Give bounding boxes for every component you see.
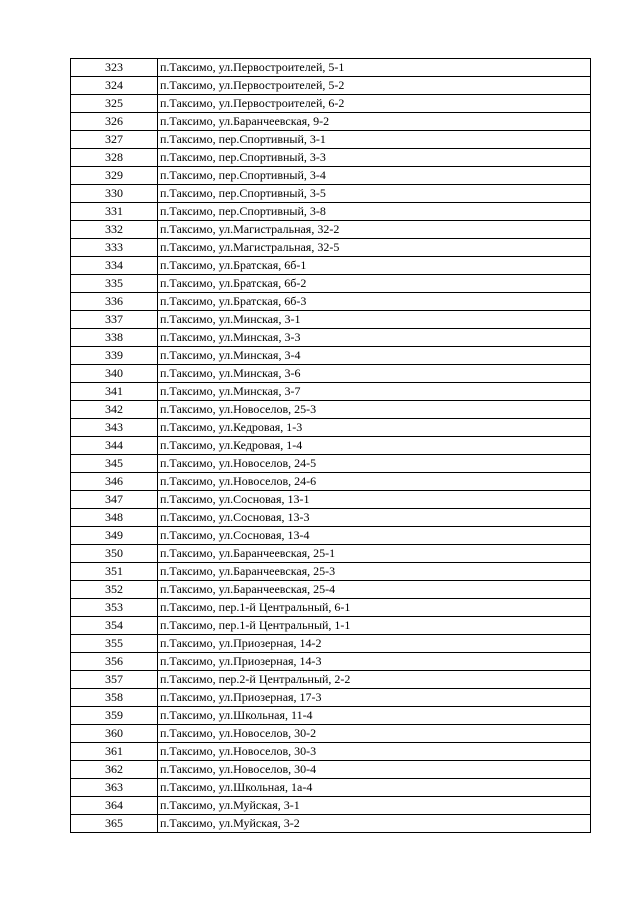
row-number-cell: 343 bbox=[71, 419, 158, 437]
row-number-cell: 327 bbox=[71, 131, 158, 149]
address-cell: п.Таксимо, ул.Магистральная, 32-2 bbox=[158, 221, 591, 239]
row-number-cell: 332 bbox=[71, 221, 158, 239]
row-number-cell: 361 bbox=[71, 743, 158, 761]
address-cell: п.Таксимо, ул.Сосновая, 13-4 bbox=[158, 527, 591, 545]
table-row bbox=[71, 311, 591, 329]
address-cell: п.Таксимо, пер.1-й Центральный, 1-1 bbox=[158, 617, 591, 635]
address-cell: п.Таксимо, пер.1-й Центральный, 6-1 bbox=[158, 599, 591, 617]
table-row bbox=[71, 527, 591, 545]
address-cell: п.Таксимо, ул.Минская, 3-3 bbox=[158, 329, 591, 347]
address-cell: п.Таксимо, ул.Новоселов, 30-4 bbox=[158, 761, 591, 779]
table-row bbox=[71, 365, 591, 383]
row-number-cell: 352 bbox=[71, 581, 158, 599]
address-cell: п.Таксимо, ул.Кедровая, 1-3 bbox=[158, 419, 591, 437]
address-cell: п.Таксимо, ул.Новоселов, 24-6 bbox=[158, 473, 591, 491]
table-row bbox=[71, 779, 591, 797]
row-number-cell: 330 bbox=[71, 185, 158, 203]
address-cell: п.Таксимо, ул.Школьная, 1а-4 bbox=[158, 779, 591, 797]
table-row bbox=[71, 257, 591, 275]
row-number-cell: 365 bbox=[71, 815, 158, 833]
table-row bbox=[71, 329, 591, 347]
address-cell: п.Таксимо, пер.Спортивный, 3-4 bbox=[158, 167, 591, 185]
address-cell: п.Таксимо, ул.Новоселов, 30-3 bbox=[158, 743, 591, 761]
address-cell: п.Таксимо, пер.2-й Центральный, 2-2 bbox=[158, 671, 591, 689]
table-row bbox=[71, 491, 591, 509]
row-number-cell: 326 bbox=[71, 113, 158, 131]
address-cell: п.Таксимо, пер.Спортивный, 3-5 bbox=[158, 185, 591, 203]
row-number-cell: 350 bbox=[71, 545, 158, 563]
address-cell: п.Таксимо, ул.Первостроителей, 6-2 bbox=[158, 95, 591, 113]
row-number-cell: 355 bbox=[71, 635, 158, 653]
table-row bbox=[71, 653, 591, 671]
address-cell: п.Таксимо, ул.Кедровая, 1-4 bbox=[158, 437, 591, 455]
address-cell: п.Таксимо, ул.Школьная, 11-4 bbox=[158, 707, 591, 725]
table-row bbox=[71, 545, 591, 563]
table-row bbox=[71, 599, 591, 617]
address-cell: п.Таксимо, ул.Минская, 3-6 bbox=[158, 365, 591, 383]
table-row bbox=[71, 167, 591, 185]
row-number-cell: 333 bbox=[71, 239, 158, 257]
row-number-cell: 334 bbox=[71, 257, 158, 275]
address-cell: п.Таксимо, ул.Минская, 3-4 bbox=[158, 347, 591, 365]
row-number-cell: 339 bbox=[71, 347, 158, 365]
row-number-cell: 360 bbox=[71, 725, 158, 743]
row-number-cell: 335 bbox=[71, 275, 158, 293]
address-table bbox=[70, 58, 591, 833]
table-row bbox=[71, 455, 591, 473]
table-row bbox=[71, 113, 591, 131]
address-cell: п.Таксимо, ул.Приозерная, 14-3 bbox=[158, 653, 591, 671]
row-number-cell: 346 bbox=[71, 473, 158, 491]
table-row bbox=[71, 347, 591, 365]
table-row bbox=[71, 95, 591, 113]
address-cell: п.Таксимо, ул.Муйская, 3-1 bbox=[158, 797, 591, 815]
address-cell: п.Таксимо, пер.Спортивный, 3-8 bbox=[158, 203, 591, 221]
table-row bbox=[71, 725, 591, 743]
address-cell: п.Таксимо, ул.Сосновая, 13-1 bbox=[158, 491, 591, 509]
address-cell: п.Таксимо, ул.Приозерная, 14-2 bbox=[158, 635, 591, 653]
row-number-cell: 354 bbox=[71, 617, 158, 635]
row-number-cell: 329 bbox=[71, 167, 158, 185]
address-cell: п.Таксимо, ул.Минская, 3-1 bbox=[158, 311, 591, 329]
table-row bbox=[71, 689, 591, 707]
row-number-cell: 323 bbox=[71, 59, 158, 77]
address-cell: п.Таксимо, ул.Муйская, 3-2 bbox=[158, 815, 591, 833]
row-number-cell: 328 bbox=[71, 149, 158, 167]
table-row bbox=[71, 581, 591, 599]
address-cell: п.Таксимо, пер.Спортивный, 3-3 bbox=[158, 149, 591, 167]
address-cell: п.Таксимо, ул.Баранчеевская, 25-1 bbox=[158, 545, 591, 563]
row-number-cell: 356 bbox=[71, 653, 158, 671]
address-cell: п.Таксимо, ул.Баранчеевская, 25-4 bbox=[158, 581, 591, 599]
row-number-cell: 364 bbox=[71, 797, 158, 815]
row-number-cell: 337 bbox=[71, 311, 158, 329]
table-row bbox=[71, 815, 591, 833]
row-number-cell: 353 bbox=[71, 599, 158, 617]
row-number-cell: 340 bbox=[71, 365, 158, 383]
table-row bbox=[71, 563, 591, 581]
table-row bbox=[71, 419, 591, 437]
table-row bbox=[71, 401, 591, 419]
row-number-cell: 344 bbox=[71, 437, 158, 455]
row-number-cell: 363 bbox=[71, 779, 158, 797]
address-cell: п.Таксимо, ул.Братская, 6б-1 bbox=[158, 257, 591, 275]
table-row bbox=[71, 203, 591, 221]
address-cell: п.Таксимо, ул.Сосновая, 13-3 bbox=[158, 509, 591, 527]
address-cell: п.Таксимо, пер.Спортивный, 3-1 bbox=[158, 131, 591, 149]
table-row bbox=[71, 671, 591, 689]
table-row bbox=[71, 437, 591, 455]
address-cell: п.Таксимо, ул.Новоселов, 30-2 bbox=[158, 725, 591, 743]
table-row bbox=[71, 293, 591, 311]
row-number-cell: 348 bbox=[71, 509, 158, 527]
address-cell: п.Таксимо, ул.Братская, 6б-3 bbox=[158, 293, 591, 311]
table-row bbox=[71, 617, 591, 635]
table-row bbox=[71, 743, 591, 761]
row-number-cell: 349 bbox=[71, 527, 158, 545]
row-number-cell: 325 bbox=[71, 95, 158, 113]
row-number-cell: 324 bbox=[71, 77, 158, 95]
address-cell: п.Таксимо, ул.Баранчеевская, 25-3 bbox=[158, 563, 591, 581]
row-number-cell: 358 bbox=[71, 689, 158, 707]
row-number-cell: 357 bbox=[71, 671, 158, 689]
table-row bbox=[71, 761, 591, 779]
table-row bbox=[71, 473, 591, 491]
address-cell: п.Таксимо, ул.Минская, 3-7 bbox=[158, 383, 591, 401]
table-row bbox=[71, 383, 591, 401]
row-number-cell: 331 bbox=[71, 203, 158, 221]
table-row bbox=[71, 275, 591, 293]
table-row bbox=[71, 797, 591, 815]
address-cell: п.Таксимо, ул.Баранчеевская, 9-2 bbox=[158, 113, 591, 131]
address-cell: п.Таксимо, ул.Новоселов, 24-5 bbox=[158, 455, 591, 473]
table-row bbox=[71, 185, 591, 203]
row-number-cell: 345 bbox=[71, 455, 158, 473]
address-cell: п.Таксимо, ул.Первостроителей, 5-1 bbox=[158, 59, 591, 77]
address-table-body bbox=[71, 59, 591, 833]
row-number-cell: 336 bbox=[71, 293, 158, 311]
table-row bbox=[71, 239, 591, 257]
row-number-cell: 362 bbox=[71, 761, 158, 779]
table-row bbox=[71, 221, 591, 239]
row-number-cell: 342 bbox=[71, 401, 158, 419]
table-row bbox=[71, 707, 591, 725]
address-cell: п.Таксимо, ул.Первостроителей, 5-2 bbox=[158, 77, 591, 95]
row-number-cell: 338 bbox=[71, 329, 158, 347]
table-row bbox=[71, 77, 591, 95]
table-row bbox=[71, 149, 591, 167]
address-cell: п.Таксимо, ул.Приозерная, 17-3 bbox=[158, 689, 591, 707]
row-number-cell: 359 bbox=[71, 707, 158, 725]
row-number-cell: 347 bbox=[71, 491, 158, 509]
table-row bbox=[71, 509, 591, 527]
table-row bbox=[71, 635, 591, 653]
row-number-cell: 341 bbox=[71, 383, 158, 401]
address-cell: п.Таксимо, ул.Магистральная, 32-5 bbox=[158, 239, 591, 257]
row-number-cell: 351 bbox=[71, 563, 158, 581]
address-cell: п.Таксимо, ул.Братская, 6б-2 bbox=[158, 275, 591, 293]
table-row bbox=[71, 131, 591, 149]
address-cell: п.Таксимо, ул.Новоселов, 25-3 bbox=[158, 401, 591, 419]
table-row bbox=[71, 59, 591, 77]
